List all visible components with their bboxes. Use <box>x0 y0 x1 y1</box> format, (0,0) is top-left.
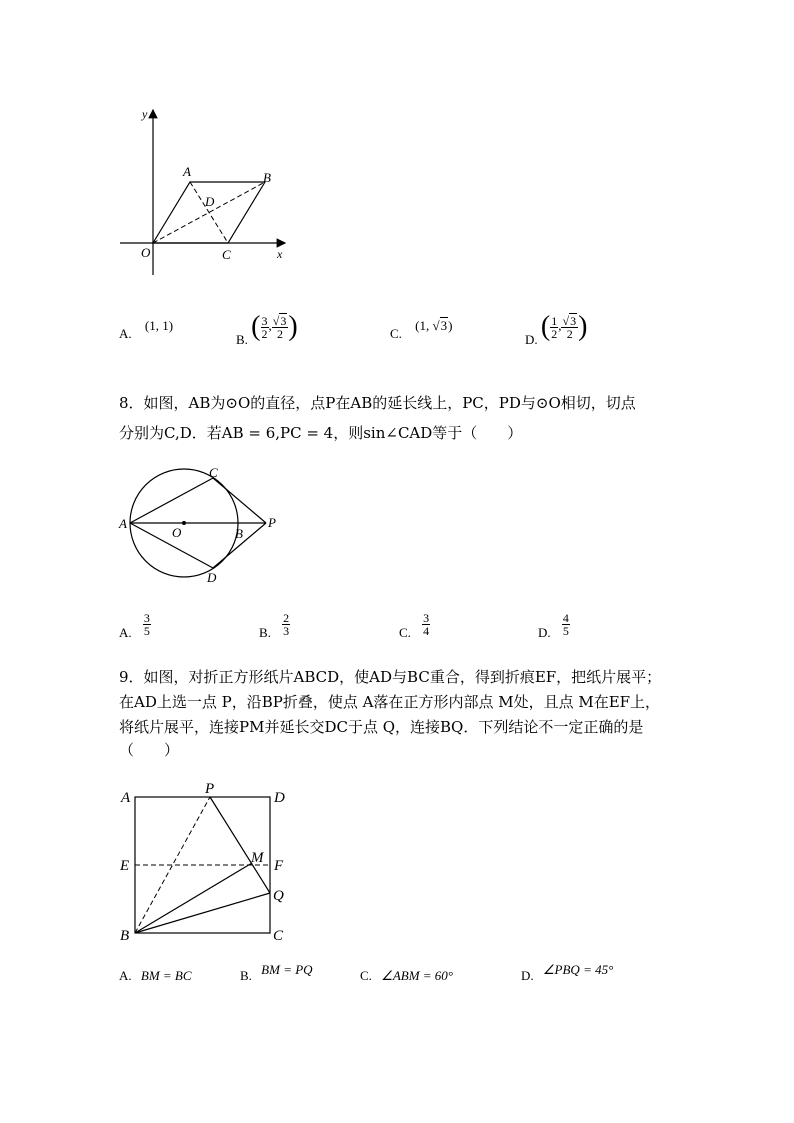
figure-q9-square-fold <box>110 775 300 945</box>
q8-line-1: 8．如图，AB为⊙O的直径，点P在AB的延长线上，PC，PD与⊙O相切，切点 <box>119 394 636 412</box>
label-A: A <box>119 516 127 531</box>
q9-option-a[interactable] <box>119 968 192 984</box>
segment-PQ <box>210 797 270 893</box>
label-B: B <box>120 928 130 944</box>
option-text: ∠ABM = 60° <box>381 968 454 983</box>
label-M: M <box>251 850 264 866</box>
q8-option-d[interactable] <box>538 611 570 641</box>
option-label: A. <box>119 625 132 641</box>
label-E: E <box>120 858 130 874</box>
option-value: (1, 1) <box>144 318 174 333</box>
b-y-rad: 3 <box>280 313 287 328</box>
q9-option-d[interactable] <box>521 962 614 983</box>
q7-option-b[interactable]: B. ( $\frac{3}{2}$ , $\frac{√3}{2}$ ) <box>236 311 298 347</box>
b-x-den: 2 <box>261 326 268 341</box>
label-B: B <box>263 170 271 185</box>
option-label: B. <box>240 968 252 983</box>
label-A: A <box>183 164 191 179</box>
option-text: ∠PBQ = 45° <box>542 962 614 977</box>
a-num: 3 <box>143 611 150 625</box>
segment-BM <box>135 863 252 933</box>
figure-q8-circle-tangents <box>110 460 290 585</box>
label-O: O <box>172 525 182 540</box>
d-y-rad: 3 <box>570 313 577 328</box>
label-Q: Q <box>273 888 284 904</box>
label-x: x <box>277 247 283 261</box>
q8-option-a[interactable] <box>119 611 151 641</box>
d-x-num: 1 <box>551 313 558 328</box>
label-C: C <box>273 928 284 944</box>
option-label: D. <box>538 625 551 641</box>
q7-option-c[interactable]: C. (1, √3) <box>390 318 453 341</box>
option-text: BM = PQ <box>261 962 313 977</box>
option-label: C. <box>399 625 411 641</box>
b-num: 2 <box>283 611 290 625</box>
d-den: 5 <box>562 624 569 638</box>
segment-AC <box>130 478 213 523</box>
tangent-PC <box>213 478 266 523</box>
q9-line-2: 在AD上选一点 P，沿BP折叠，使点 A落在正方形内部点 M处，且点 M在EF上， <box>119 693 661 711</box>
q7-option-d[interactable]: D. ( $\frac{1}{2}$ , $\frac{√3}{2}$ ) <box>525 311 588 347</box>
label-y: y <box>142 107 148 121</box>
b-den: 3 <box>283 624 290 638</box>
option-label: C. <box>360 968 372 983</box>
option-label: A. <box>119 326 132 341</box>
option-label: B. <box>236 331 248 347</box>
q8-option-c[interactable] <box>399 611 430 641</box>
option-label: D. <box>521 968 534 983</box>
label-D: D <box>207 570 217 585</box>
q8-line-2: 分别为C,D．若AB = 6,PC = 4，则sin∠CAD等于（ ） <box>119 424 523 442</box>
figure-q7-parallelogram <box>110 100 310 285</box>
q9-line-3: 将纸片展平，连接PM并延长交DC于点 Q，连接BQ．下列结论不一定正确的是 <box>119 718 644 736</box>
c-den: 4 <box>423 624 430 638</box>
center-point-O <box>182 521 186 525</box>
q7-option-a[interactable] <box>119 318 174 342</box>
label-C: C <box>222 247 231 262</box>
c-y-rad: 3 <box>440 318 448 333</box>
q9-line-4: （ ） <box>119 741 180 759</box>
diagonal-AC <box>190 182 228 243</box>
label-C: C <box>209 465 218 480</box>
d-x-den: 2 <box>551 326 558 341</box>
c-num: 3 <box>423 611 430 625</box>
a-den: 5 <box>143 624 150 638</box>
label-D: D <box>205 194 215 209</box>
q9-option-c[interactable] <box>360 968 453 984</box>
label-A: A <box>121 790 131 806</box>
option-label: D. <box>525 331 538 347</box>
option-label: A. <box>119 968 132 983</box>
label-P: P <box>205 781 215 797</box>
option-label: B. <box>259 625 271 641</box>
option-label: C. <box>390 326 402 341</box>
b-y-den: 2 <box>277 326 284 341</box>
c-x: 1 <box>419 318 427 333</box>
segment-BQ <box>135 893 270 933</box>
q8-option-b[interactable] <box>259 611 290 641</box>
option-text: BM = BC <box>140 968 192 983</box>
d-y-den: 2 <box>566 326 573 341</box>
label-B: B <box>235 526 243 541</box>
d-num: 4 <box>562 611 569 625</box>
label-D: D <box>274 790 285 806</box>
label-F: F <box>274 858 284 874</box>
q9-line-1: 9．如图，对折正方形纸片ABCD，使AD与BC重合，得到折痕EF，把纸片展平； <box>119 668 662 686</box>
b-x-num: 3 <box>261 313 268 328</box>
q9-option-b[interactable] <box>240 962 313 983</box>
label-P: P <box>268 515 276 530</box>
label-O: O <box>141 245 151 260</box>
